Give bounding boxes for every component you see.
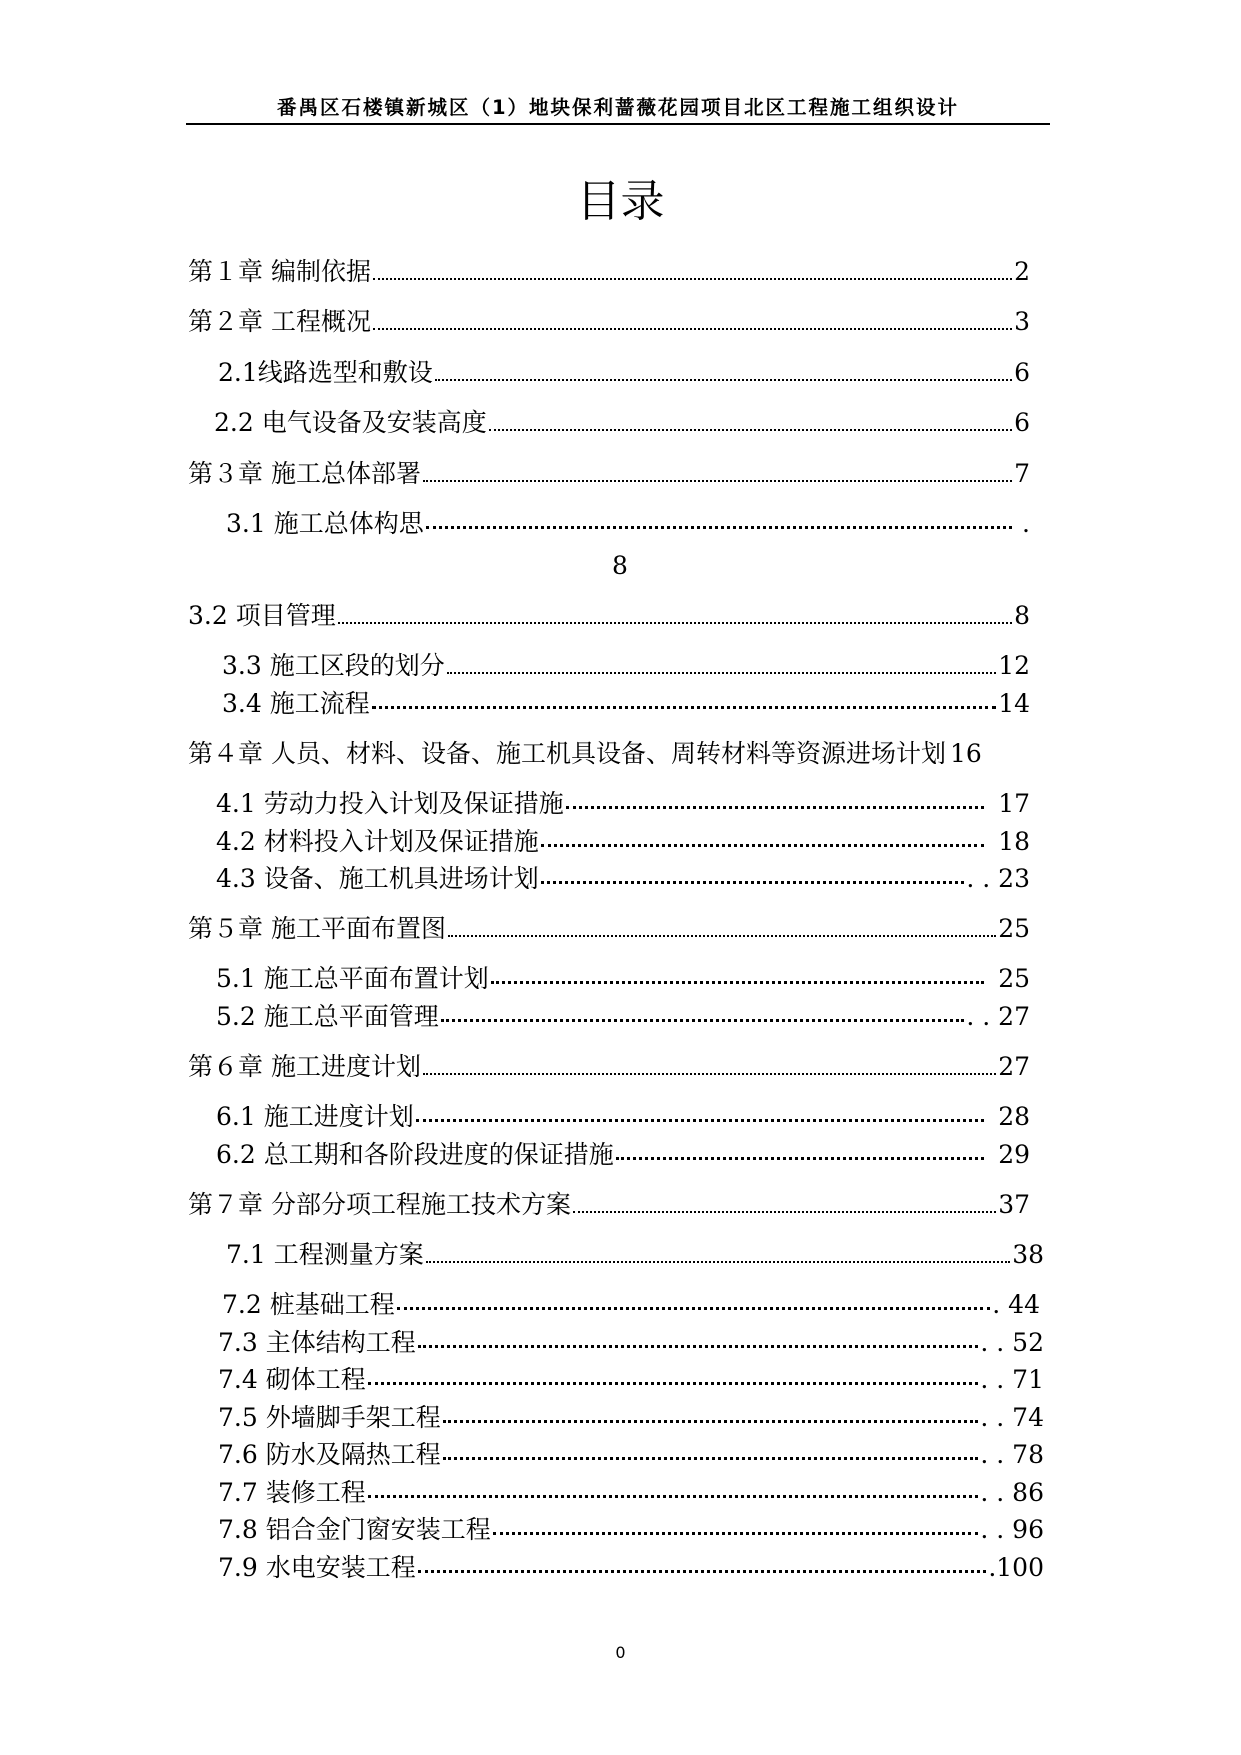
toc-entry-7-2[interactable] — [222, 1288, 1040, 1322]
dot-leader — [493, 1532, 979, 1535]
dot-leader — [491, 981, 984, 984]
running-header: 番禺区石楼镇新城区（1）地块保利蔷薇花园项目北区工程施工组织设计 — [276, 96, 960, 119]
dot-leader — [441, 1019, 965, 1022]
toc-entry-7-8[interactable] — [218, 1513, 1044, 1547]
toc-entry-text: 3.1 施工总体构思 — [226, 509, 424, 538]
toc-entry-4-3[interactable] — [216, 862, 1030, 896]
toc-entry-text: 2.1线路选型和敷设 — [218, 358, 433, 387]
toc-entry-4-1[interactable] — [216, 787, 1030, 821]
toc-entry-text: 第５章 施工平面布置图 — [188, 914, 446, 943]
dot-leader — [423, 480, 1012, 482]
dot-leader — [541, 881, 965, 884]
toc-entry-text: 第７章 分部分项工程施工技术方案 — [188, 1190, 571, 1219]
toc-entry-page: .100 — [988, 1553, 1044, 1582]
toc-entry-text: 3.2 项目管理 — [188, 601, 336, 630]
dot-leader — [566, 806, 984, 809]
toc-entry-chapter-6[interactable] — [188, 1050, 1030, 1084]
toc-entry-page: 25 — [998, 914, 1030, 943]
dot-leader — [443, 1457, 979, 1460]
toc-entry-3-1-wrapped-page: 8 — [612, 551, 628, 580]
dot-leader — [435, 379, 1012, 381]
toc-entry-page: . . 86 — [980, 1478, 1044, 1507]
toc-entry-7-9[interactable] — [218, 1551, 1044, 1585]
toc-entry-page: 16 — [949, 739, 982, 768]
toc-entry-chapter-5[interactable] — [188, 912, 1030, 946]
toc-entry-page: . 44 — [992, 1290, 1040, 1319]
dot-leader — [448, 935, 996, 937]
toc-entry-page: 28 — [998, 1102, 1030, 1131]
toc-entry-page: . . 96 — [980, 1515, 1044, 1544]
dot-leader — [489, 429, 1012, 431]
toc-entry-chapter-4[interactable] — [188, 737, 1030, 771]
toc-entry-page: 7 — [1014, 459, 1030, 488]
dot-leader — [338, 622, 1012, 624]
toc-entry-6-2[interactable] — [216, 1138, 1030, 1172]
toc-title: 目录 — [576, 176, 665, 227]
toc-entry-page: 17 — [998, 789, 1030, 818]
toc-entry-page: 8 — [1014, 601, 1030, 630]
toc-entry-text: 第６章 施工进度计划 — [188, 1052, 421, 1081]
toc-entry-text: 第２章 工程概况 — [188, 307, 371, 336]
dot-leader — [418, 1345, 979, 1348]
toc-entry-text: 7.8 铝合金门窗安装工程 — [218, 1515, 491, 1544]
dot-leader — [416, 1119, 984, 1122]
dot-leader — [616, 1157, 984, 1160]
dot-leader — [372, 706, 996, 709]
toc-entry-page: 38 — [1012, 1240, 1044, 1269]
toc-entry-7-5[interactable] — [218, 1401, 1044, 1435]
toc-entry-text: 2.2 电气设备及安装高度 — [214, 408, 487, 437]
toc-entry-text: 第４章 人员、材料、设备、施工机具设备、周转材料等资源进场计划 — [188, 739, 946, 768]
toc-entry-chapter-2[interactable] — [188, 305, 1030, 339]
toc-entry-text: 3.3 施工区段的划分 — [222, 651, 445, 680]
toc-entry-7-3[interactable] — [218, 1326, 1044, 1360]
dot-leader — [426, 526, 1012, 529]
header-rule — [186, 123, 1050, 125]
toc-entry-chapter-3[interactable] — [188, 457, 1030, 491]
toc-entry-text: 7.1 工程测量方案 — [226, 1240, 424, 1269]
toc-entry-text: 6.1 施工进度计划 — [216, 1102, 414, 1131]
toc-entry-page: . . 23 — [966, 864, 1030, 893]
toc-entry-5-2[interactable] — [216, 1000, 1030, 1034]
toc-entry-page: 6 — [1014, 358, 1030, 387]
toc-entry-page: 27 — [998, 1052, 1030, 1081]
toc-entry-text: 7.4 砌体工程 — [218, 1365, 366, 1394]
toc-entry-text: 7.5 外墙脚手架工程 — [218, 1403, 441, 1432]
toc-entry-page: 3 — [1014, 307, 1030, 336]
toc-entry-page: 25 — [998, 964, 1030, 993]
toc-entry-page: 6 — [1014, 408, 1030, 437]
page-number: 0 — [615, 1643, 626, 1662]
toc-entry-4-2[interactable] — [216, 825, 1030, 859]
toc-entry-2-2[interactable] — [214, 406, 1030, 440]
toc-entry-text: 7.9 水电安装工程 — [218, 1553, 416, 1582]
toc-entry-page: . — [1022, 509, 1030, 538]
dot-leader — [373, 328, 1012, 330]
toc-entry-page: . . 71 — [980, 1365, 1044, 1394]
dot-leader — [443, 1420, 979, 1423]
dot-leader — [573, 1211, 996, 1213]
toc-entry-7-6[interactable] — [218, 1438, 1044, 1472]
dot-leader — [368, 1495, 979, 1498]
toc-entry-text: 7.7 装修工程 — [218, 1478, 366, 1507]
toc-entry-7-1[interactable] — [226, 1238, 1044, 1272]
toc-entry-chapter-7[interactable] — [188, 1188, 1030, 1222]
toc-entry-page: 12 — [998, 651, 1030, 680]
dot-leader — [373, 278, 1012, 280]
toc-entry-text: 4.2 材料投入计划及保证措施 — [216, 827, 539, 856]
dot-leader — [447, 672, 996, 674]
toc-entry-page: . . 27 — [966, 1002, 1030, 1031]
toc-entry-7-4[interactable] — [218, 1363, 1044, 1397]
toc-entry-2-1[interactable] — [218, 356, 1030, 390]
dot-leader — [397, 1307, 991, 1310]
toc-entry-text: 7.2 桩基础工程 — [222, 1290, 395, 1319]
dot-leader — [541, 844, 984, 847]
toc-entry-page: 29 — [998, 1140, 1030, 1169]
toc-entry-text: 7.3 主体结构工程 — [218, 1328, 416, 1357]
toc-entry-text: 7.6 防水及隔热工程 — [218, 1440, 441, 1469]
dot-leader — [418, 1570, 987, 1573]
toc-entry-5-1[interactable] — [216, 962, 1030, 996]
toc-entry-page: . . 52 — [980, 1328, 1044, 1357]
toc-entry-page: 14 — [998, 689, 1030, 718]
toc-entry-7-7[interactable] — [218, 1476, 1044, 1510]
toc-entry-text: 6.2 总工期和各阶段进度的保证措施 — [216, 1140, 614, 1169]
toc-entry-text: 5.2 施工总平面管理 — [216, 1002, 439, 1031]
toc-entry-3-4[interactable] — [222, 687, 1030, 721]
toc-entry-text: 第１章 编制依据 — [188, 257, 371, 286]
toc-entry-3-2[interactable] — [188, 599, 1030, 633]
toc-entry-text: 4.3 设备、施工机具进场计划 — [216, 864, 539, 893]
toc-entry-chapter-1[interactable] — [188, 255, 1030, 289]
toc-entry-text: 4.1 劳动力投入计划及保证措施 — [216, 789, 564, 818]
toc-entry-text: 5.1 施工总平面布置计划 — [216, 964, 489, 993]
dot-leader — [426, 1261, 1010, 1263]
toc-entry-3-3[interactable] — [222, 649, 1030, 683]
toc-entry-text: 3.4 施工流程 — [222, 689, 370, 718]
dot-leader — [423, 1073, 996, 1075]
toc-entry-6-1[interactable] — [216, 1100, 1030, 1134]
toc-entry-page: . . 78 — [980, 1440, 1044, 1469]
toc-entry-3-1[interactable] — [226, 507, 1030, 541]
dot-leader — [368, 1382, 979, 1385]
toc-entry-text: 第３章 施工总体部署 — [188, 459, 421, 488]
toc-entry-page: 2 — [1014, 257, 1030, 286]
toc-entry-page: 18 — [998, 827, 1030, 856]
toc-entry-page: 37 — [998, 1190, 1030, 1219]
toc-entry-page: . . 74 — [980, 1403, 1044, 1432]
